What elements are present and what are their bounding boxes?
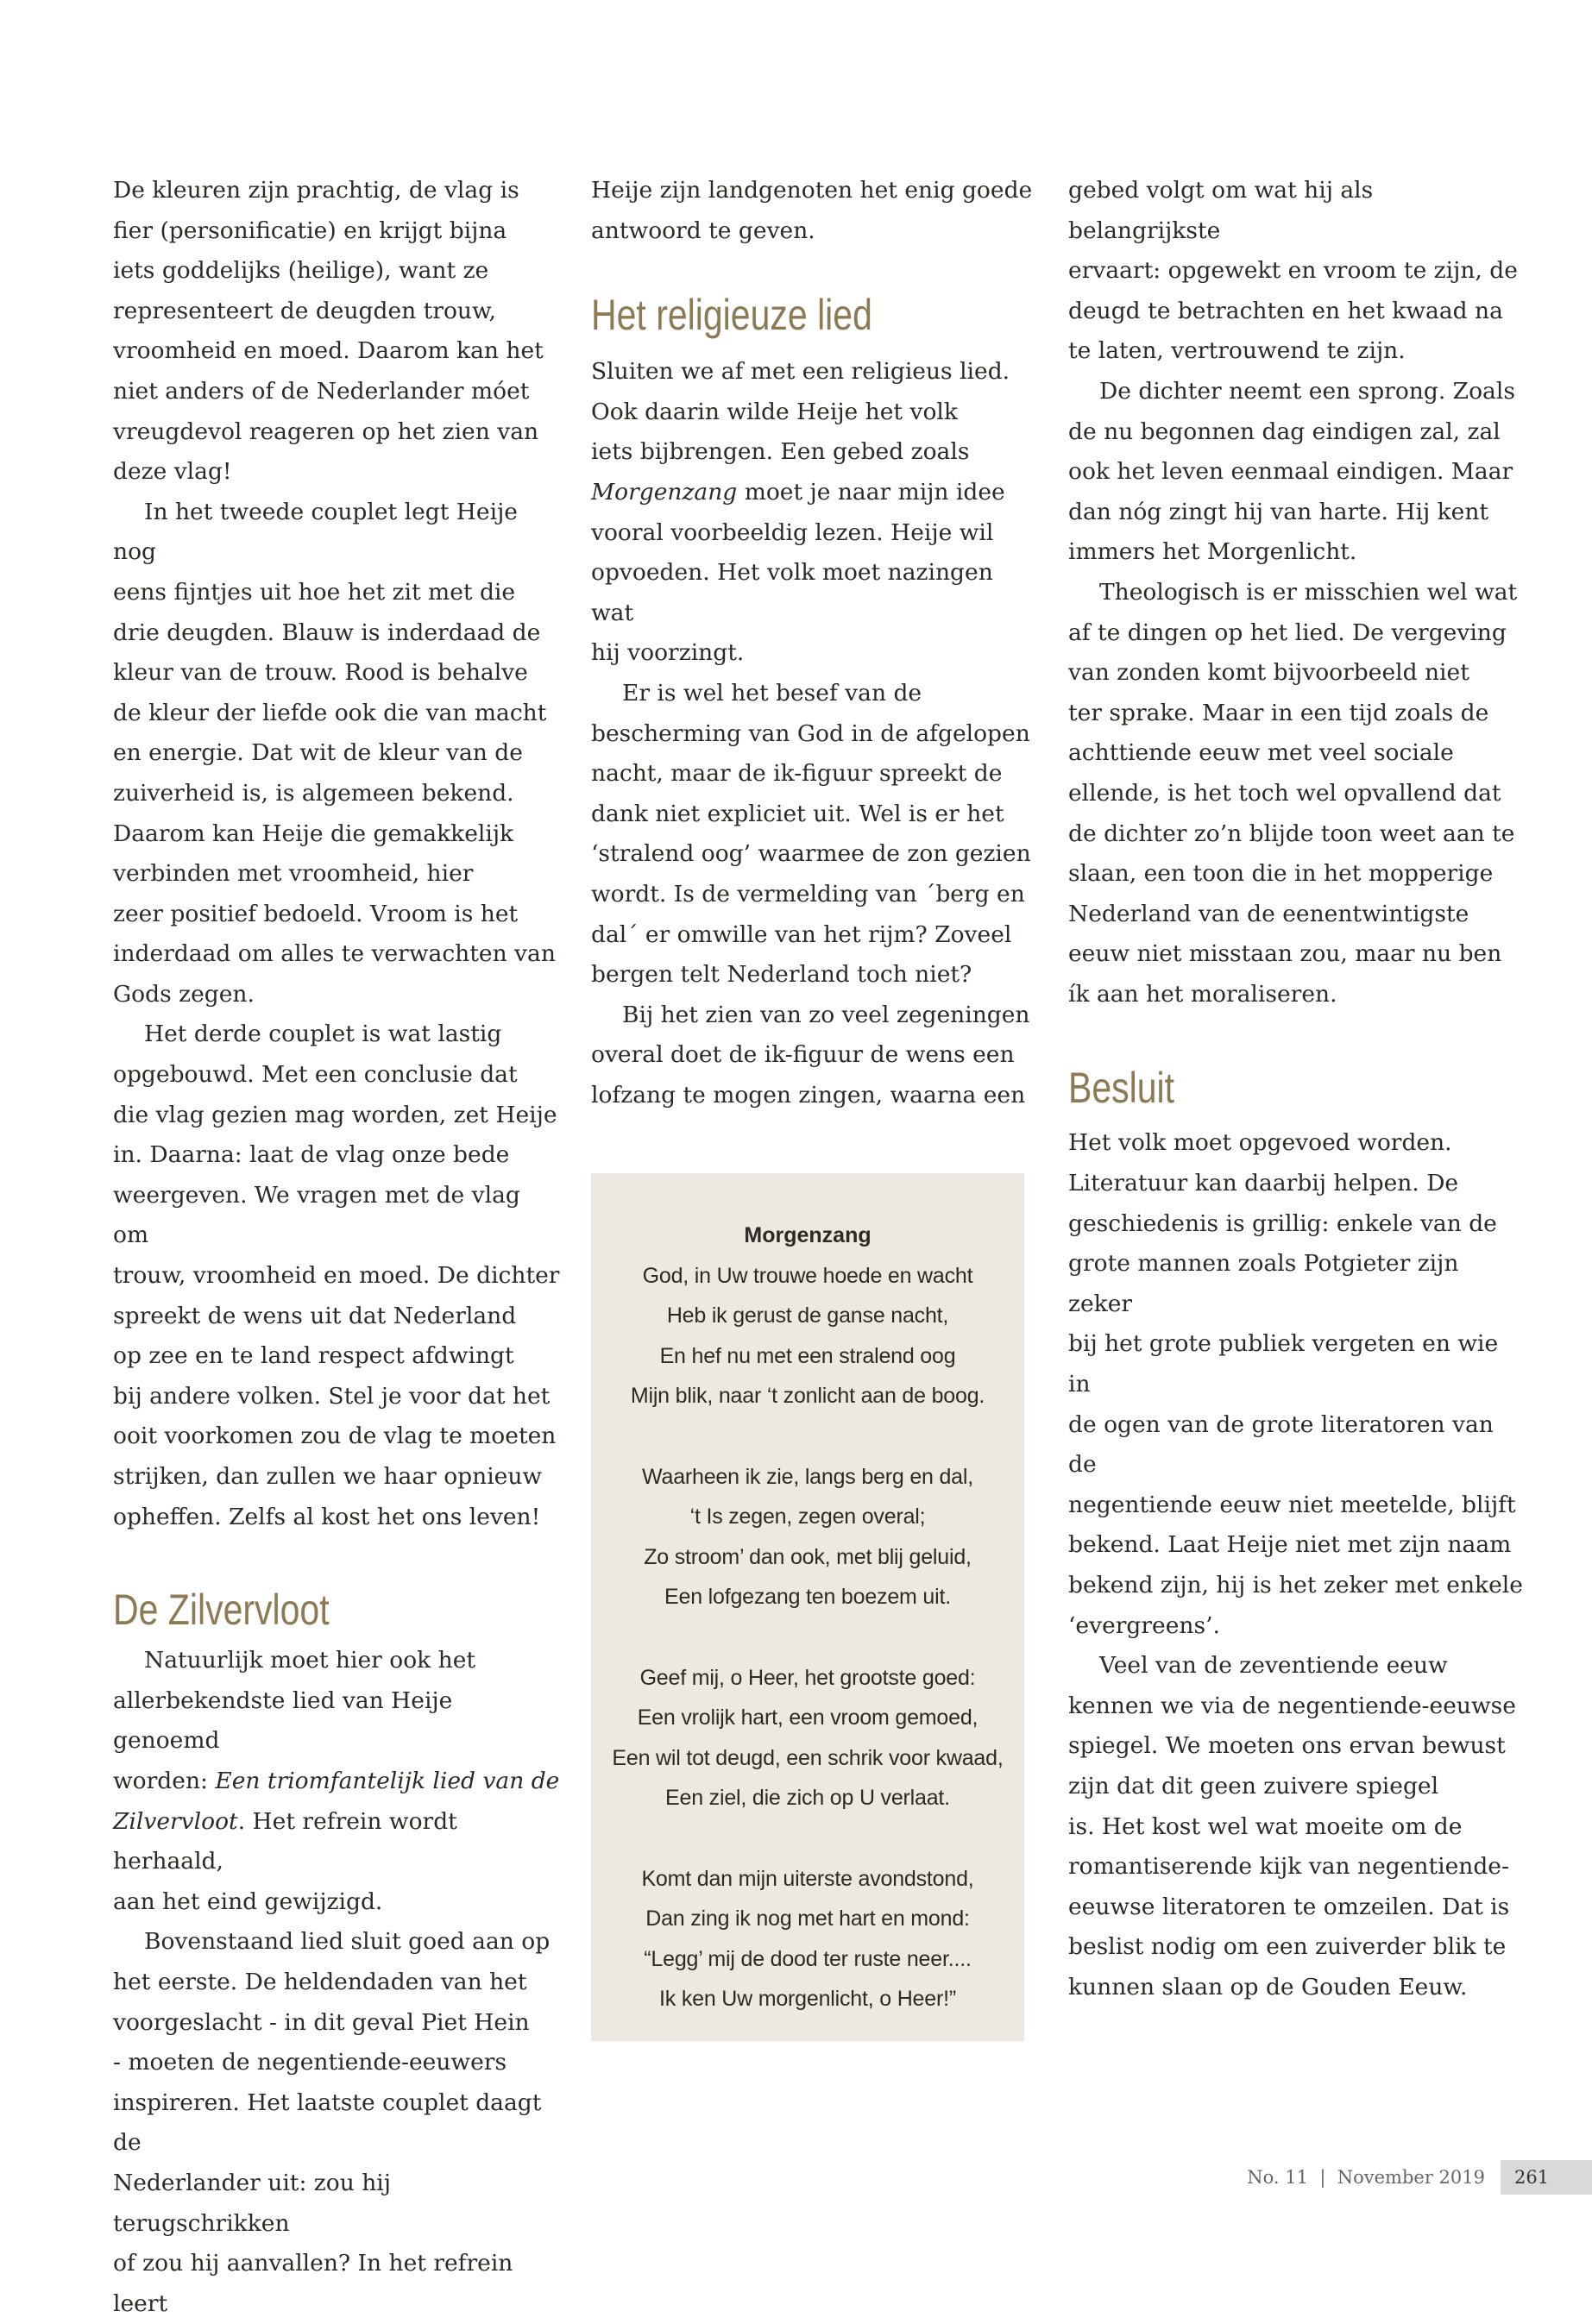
paragraph: Heije zijn landgenoten het enig goede antwoord te geven. <box>591 177 1033 244</box>
issue-info: No. 11 | November 2019 <box>1247 2167 1485 2188</box>
poem-stanza <box>591 1457 1024 1617</box>
paragraph: Theologisch is er misschien wel wat af te dingen op het lied. De vergeving van zonden komt bijvoorbeeld niet ter sprake. Maar in een tijd zoals de achttiende eeuw met veel sociale ellende, is het toch wel opvallend dat de dichter zo’n blijde toon weet aan te slaan, een toon die in het mopperige Nederland van de eenentwintigste eeuw niet misstaan zou, maar nu ben ík aan het moraliseren. <box>1068 578 1518 1008</box>
paragraph: Veel van de zeventiende eeuw kennen we via de negentiende-eeuwse spiegel. We moeten ons ervan bewust zijn dat dit geen zuivere spiegel is. Het kost wel wat moeite om de romantiserende kijk van negentiende- eeuwse literatoren te omzeilen. Dat is beslist nodig om een zuiverder blik te kunnen slaan op de Gouden Eeuw. <box>1068 1652 1516 2001</box>
column-3 <box>1068 171 1526 2008</box>
paragraph: Er is wel het besef van de bescherming van God in de afgelopen nacht, maar de ik-figuur spreekt de dank niet expliciet uit. Wel is er het ‘stralend oog’ waarmee de zon gezien wordt. Is de vermelding van ´berg en dal´ er omwille van het rijm? Zoveel bergen telt Nederland toch niet? <box>591 679 1031 989</box>
poem-line: ‘t Is zegen, zegen overal; <box>689 1504 926 1529</box>
poem-line: Geef mij, o Heer, het grootste goed: <box>639 1665 976 1690</box>
poem-stanza <box>591 1859 1024 2019</box>
paragraph: In het tweede couplet legt Heije nog eens fijntjes uit hoe het zit met die drie deugden. Blauw is inderdaad de kleur van de trouw. Rood is behalve de kleur der liefde ook die van macht en energie. Dat wit de kleur van de zuiverheid is, is algemeen bekend. Daarom kan Heije die gemakkelijk verbinden met vroomheid, hier zeer positief bedoeld. Vroom is het inderdaad om alles te verwachten van Gods zegen. <box>113 498 556 1008</box>
poem-line: Waarheen ik zie, langs berg en dal, <box>642 1464 973 1489</box>
column-2 <box>591 171 1040 1115</box>
poem-line: God, in Uw trouwe hoede en wacht <box>642 1263 973 1288</box>
page-footer <box>1247 2160 1592 2195</box>
poem-box <box>591 1173 1024 2041</box>
poem-line: Een lofgezang ten boezem uit. <box>664 1585 951 1610</box>
poem-line: Ik ken Uw morgenlicht, o Heer!” <box>659 1987 956 2012</box>
paragraph: Het volk moet opgevoed worden. Literatuur kan daarbij helpen. De geschiedenis is grillig: enkele van de grote mannen zoals Potgieter zijn zeker bij het grote publiek vergeten en wie in de ogen van de grote literatoren van de negentiende eeuw niet meetelde, blijft bekend. Laat Heije niet met zijn naam bekend zijn, hij is het zeker met enkele ‘evergreens’. <box>1068 1129 1523 1639</box>
paragraph: gebed volgt om wat hij als belangrijkste ervaart: opgewekt en vroom te zijn, de deugd te betrachten en het kwaad na te laten, vertrouwend te zijn. <box>1068 177 1518 365</box>
section-heading-religieuze-lied: Het religieuze lied <box>591 291 872 340</box>
poem-line: Mijn blik, naar ‘t zonlicht aan de boog. <box>630 1384 985 1409</box>
poem-line: Komt dan mijn uiterste avondstond, <box>641 1866 974 1891</box>
paragraph: Het derde couplet is wat lastig opgebouwd. Met een conclusie dat die vlag gezien mag worden, zet Heije in. Daarna: laat de vlag onze bede weergeven. We vragen met de vlag om trouw, vroomheid en moed. De dichter spreekt de wens uit dat Nederland op zee en te land respect afdwingt bij andere volken. Stel je voor dat het ooit voorkomen zou de vlag te moeten strijken, dan zullen we haar opnieuw opheffen. Zelfs al kost het ons leven! <box>113 1021 560 1530</box>
poem-line: Zo stroom’ dan ook, met blij geluid, <box>644 1544 972 1569</box>
paragraph: Sluiten we af met een religieus lied. Ook daarin wilde Heije het volk iets bijbrengen. Een gebed zoals Morgenzang moet je naar mijn idee vooral voorbeeldig lezen. Heije wil opvoeden. Het volk moet nazingen wat hij voorzingt. <box>591 358 1010 667</box>
poem-line: Heb ik gerust de ganse nacht, <box>666 1303 949 1328</box>
poem-line: Een ziel, die zich op U verlaat. <box>665 1786 950 1811</box>
poem-stanza <box>591 1658 1024 1818</box>
paragraph: De kleuren zijn prachtig, de vlag is fier (personificatie) en krijgt bijna iets goddelijks (heilige), want ze representeert de deugden trouw, vroomheid en moed. Daarom kan het niet anders of de Nederlander móet vreugdevol reageren op het zien van deze vlag! <box>113 177 544 486</box>
section-heading-zilvervloot: De Zilvervloot <box>113 1586 330 1635</box>
poem-line: Een wil tot deugd, een schrik voor kwaad, <box>612 1745 1004 1770</box>
poem-line: Dan zing ik nog met hart en mond: <box>645 1906 970 1931</box>
poem-title: Morgenzang <box>744 1223 872 1247</box>
poem-stanza <box>591 1256 1024 1416</box>
poem-line: En hef nu met een stralend oog <box>659 1343 956 1368</box>
section-heading-besluit: Besluit <box>1068 1064 1175 1113</box>
page-number: 261 <box>1501 2160 1592 2195</box>
paragraph: De dichter neemt een sprong. Zoals de nu begonnen dag eindigen zal, zal ook het leven eenmaal eindigen. Maar dan nóg zingt hij van harte. Hij kent immers het Morgenlicht. <box>1068 377 1515 566</box>
paragraph: Bovenstaand lied sluit goed aan op het eerste. De heldendaden van het voorgeslacht - in dit geval Piet Hein - moeten de negentiende-eeuwers inspireren. Het laatste couplet daagt de Nederlander uit: zou hij terugschrikken of zou hij aanvallen? In het refrein leert <box>113 1928 551 2317</box>
column-1 <box>113 171 562 2324</box>
poem-line: “Legg’ mij de dood ter ruste neer.... <box>644 1946 972 1971</box>
poem-line: Een vrolijk hart, een vroom gemoed, <box>637 1705 978 1730</box>
poem-content <box>591 1215 1024 2059</box>
paragraph: Bij het zien van zo veel zegeningen overal doet de ik-figuur de wens een lofzang te mogen zingen, waarna een <box>591 1001 1030 1109</box>
paragraph: Natuurlijk moet hier ook het allerbekendste lied van Heije genoemd worden: Een triomfantelijk lied van de Zilvervloot. Het refrein wordt herhaald, aan het eind gewijzigd. <box>113 1647 560 1915</box>
